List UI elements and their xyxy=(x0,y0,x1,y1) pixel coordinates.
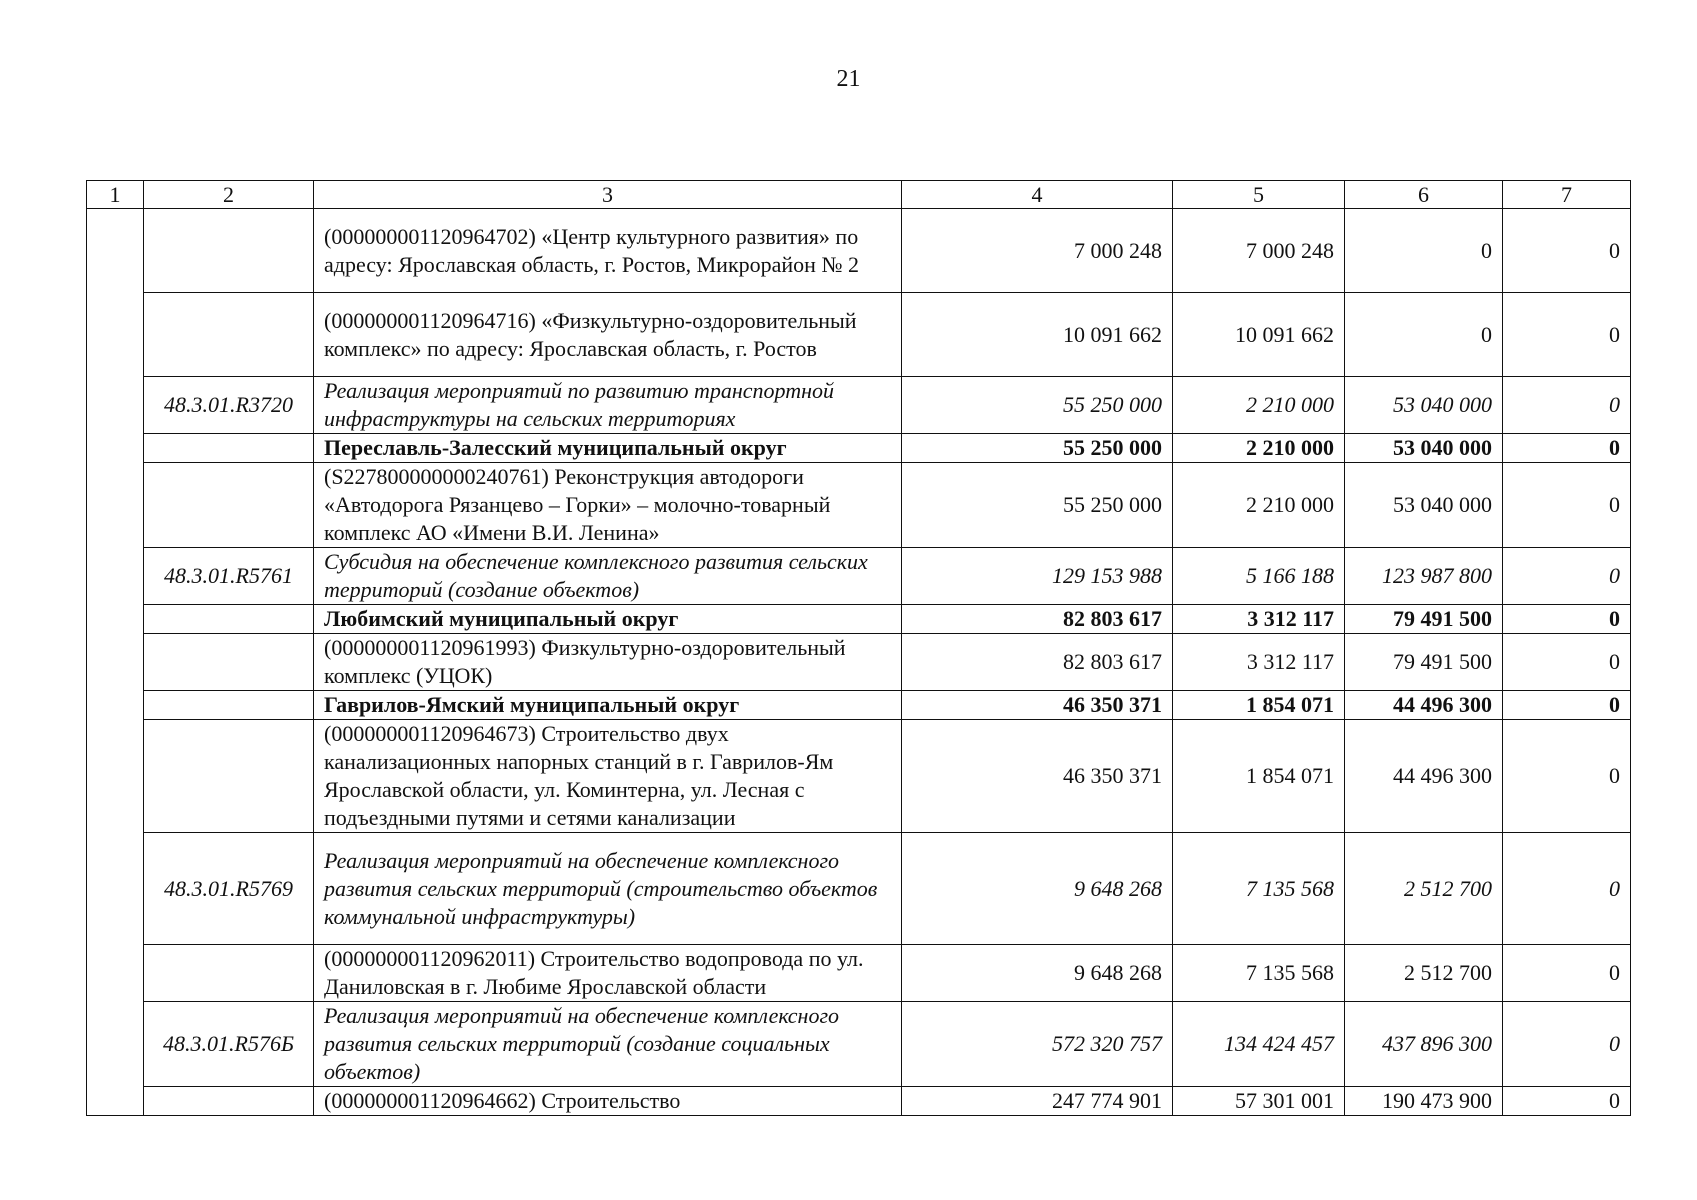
amount-column-5-cell: 7 000 248 xyxy=(1173,209,1345,293)
program-row xyxy=(87,548,1631,605)
amount-column-7-cell: 0 xyxy=(1503,1087,1631,1116)
amount-column-6-cell: 53 040 000 xyxy=(1345,377,1503,434)
page-number: 21 xyxy=(836,66,861,92)
amount-total-cell: 55 250 000 xyxy=(902,434,1173,463)
amount-total-cell: 129 153 988 xyxy=(902,548,1173,605)
budget-code-cell: 48.3.01.R576Б xyxy=(144,1002,314,1087)
header-row xyxy=(87,181,1631,209)
amount-column-7-cell: 0 xyxy=(1503,691,1631,720)
column-header: 3 xyxy=(314,181,902,209)
amount-column-5-cell: 3 312 117 xyxy=(1173,605,1345,634)
amount-column-5-cell: 7 135 568 xyxy=(1173,833,1345,945)
object-row xyxy=(87,634,1631,691)
amount-total-cell: 82 803 617 xyxy=(902,634,1173,691)
amount-total-cell: 247 774 901 xyxy=(902,1087,1173,1116)
amount-column-5-cell: 1 854 071 xyxy=(1173,691,1345,720)
object-row xyxy=(87,209,1631,293)
amount-column-7-cell: 0 xyxy=(1503,634,1631,691)
budget-code-cell xyxy=(144,463,314,548)
item-name-cell: (000000001120964673) Строительство двух канализационных напорных станций в г. Гаврилов-Ям Ярославской области, ул. Коминтерна, ул. Лесная с подъездными путями и сетями канализации xyxy=(314,720,902,833)
amount-column-7-cell: 0 xyxy=(1503,463,1631,548)
column-header: 4 xyxy=(902,181,1173,209)
amount-column-7-cell: 0 xyxy=(1503,1002,1631,1087)
object-row xyxy=(87,293,1631,377)
amount-column-6-cell: 0 xyxy=(1345,209,1503,293)
amount-column-7-cell: 0 xyxy=(1503,833,1631,945)
amount-column-7-cell: 0 xyxy=(1503,548,1631,605)
column-header: 2 xyxy=(144,181,314,209)
budget-code-cell xyxy=(144,605,314,634)
item-name-cell: Реализация мероприятий по развитию транспортной инфраструктуры на сельских территориях xyxy=(314,377,902,434)
budget-code-cell xyxy=(144,1087,314,1116)
amount-column-7-cell: 0 xyxy=(1503,209,1631,293)
budget-code-cell: 48.3.01.R5769 xyxy=(144,833,314,945)
item-name-cell: Реализация мероприятий на обеспечение комплексного развития сельских территорий (создание социальных объектов) xyxy=(314,1002,902,1087)
amount-column-5-cell: 134 424 457 xyxy=(1173,1002,1345,1087)
amount-column-7-cell: 0 xyxy=(1503,293,1631,377)
item-name-cell: Любимский муниципальный округ xyxy=(314,605,902,634)
amount-column-5-cell: 1 854 071 xyxy=(1173,720,1345,833)
district-total-row xyxy=(87,605,1631,634)
object-row xyxy=(87,945,1631,1002)
budget-code-cell xyxy=(144,945,314,1002)
column-header: 6 xyxy=(1345,181,1503,209)
amount-total-cell: 55 250 000 xyxy=(902,377,1173,434)
amount-column-6-cell: 53 040 000 xyxy=(1345,463,1503,548)
budget-code-cell xyxy=(144,434,314,463)
budget-table xyxy=(86,180,1631,1116)
budget-code-cell xyxy=(144,691,314,720)
item-name-cell: (000000001120962011) Строительство водопровода по ул. Даниловская в г. Любиме Ярославской области xyxy=(314,945,902,1002)
amount-total-cell: 7 000 248 xyxy=(902,209,1173,293)
program-row xyxy=(87,377,1631,434)
amount-total-cell: 46 350 371 xyxy=(902,691,1173,720)
amount-column-6-cell: 190 473 900 xyxy=(1345,1087,1503,1116)
amount-total-cell: 9 648 268 xyxy=(902,945,1173,1002)
item-name-cell: (S227800000000240761) Реконструкция автодороги «Автодорога Рязанцево – Горки» – молочно-товарный комплекс АО «Имени В.И. Ленина» xyxy=(314,463,902,548)
object-row xyxy=(87,720,1631,833)
amount-column-6-cell: 53 040 000 xyxy=(1345,434,1503,463)
amount-column-7-cell: 0 xyxy=(1503,720,1631,833)
amount-total-cell: 82 803 617 xyxy=(902,605,1173,634)
program-row xyxy=(87,1002,1631,1087)
amount-column-7-cell: 0 xyxy=(1503,377,1631,434)
item-name-cell: (000000001120964662) Строительство xyxy=(314,1087,902,1116)
amount-column-5-cell: 57 301 001 xyxy=(1173,1087,1345,1116)
column-header: 7 xyxy=(1503,181,1631,209)
budget-code-cell xyxy=(144,209,314,293)
amount-column-5-cell: 2 210 000 xyxy=(1173,377,1345,434)
amount-column-6-cell: 437 896 300 xyxy=(1345,1002,1503,1087)
item-name-cell: (000000001120964702) «Центр культурного развития» по адресу: Ярославская область, г. Ростов, Микрорайон № 2 xyxy=(314,209,902,293)
amount-column-7-cell: 0 xyxy=(1503,605,1631,634)
budget-code-cell xyxy=(144,634,314,691)
amount-column-5-cell: 7 135 568 xyxy=(1173,945,1345,1002)
item-name-cell: Реализация мероприятий на обеспечение комплексного развития сельских территорий (строительство объектов коммунальной инфраструктуры) xyxy=(314,833,902,945)
budget-code-cell xyxy=(144,720,314,833)
amount-column-6-cell: 123 987 800 xyxy=(1345,548,1503,605)
column-header: 1 xyxy=(87,181,144,209)
amount-column-5-cell: 10 091 662 xyxy=(1173,293,1345,377)
amount-total-cell: 55 250 000 xyxy=(902,463,1173,548)
amount-column-5-cell: 3 312 117 xyxy=(1173,634,1345,691)
object-row xyxy=(87,1087,1631,1116)
budget-code-cell xyxy=(144,293,314,377)
district-total-row xyxy=(87,691,1631,720)
item-name-cell: Субсидия на обеспечение комплексного развития сельских территорий (создание объектов) xyxy=(314,548,902,605)
amount-column-6-cell: 0 xyxy=(1345,293,1503,377)
amount-total-cell: 10 091 662 xyxy=(902,293,1173,377)
object-row xyxy=(87,463,1631,548)
column-header: 5 xyxy=(1173,181,1345,209)
amount-column-6-cell: 44 496 300 xyxy=(1345,691,1503,720)
amount-total-cell: 46 350 371 xyxy=(902,720,1173,833)
amount-column-5-cell: 2 210 000 xyxy=(1173,463,1345,548)
amount-column-6-cell: 79 491 500 xyxy=(1345,634,1503,691)
item-name-cell: (000000001120961993) Физкультурно-оздоровительный комплекс (УЦОК) xyxy=(314,634,902,691)
amount-column-7-cell: 0 xyxy=(1503,945,1631,1002)
amount-column-6-cell: 2 512 700 xyxy=(1345,833,1503,945)
item-name-cell: (000000001120964716) «Физкультурно-оздоровительный комплекс» по адресу: Ярославская область, г. Ростов xyxy=(314,293,902,377)
amount-column-5-cell: 2 210 000 xyxy=(1173,434,1345,463)
empty-column-1-cell xyxy=(87,209,144,1116)
amount-column-6-cell: 2 512 700 xyxy=(1345,945,1503,1002)
budget-code-cell: 48.3.01.R5761 xyxy=(144,548,314,605)
district-total-row xyxy=(87,434,1631,463)
amount-column-6-cell: 44 496 300 xyxy=(1345,720,1503,833)
amount-column-7-cell: 0 xyxy=(1503,434,1631,463)
amount-column-5-cell: 5 166 188 xyxy=(1173,548,1345,605)
item-name-cell: Переславль-Залесский муниципальный округ xyxy=(314,434,902,463)
program-row xyxy=(87,833,1631,945)
budget-code-cell: 48.3.01.R3720 xyxy=(144,377,314,434)
item-name-cell: Гаврилов-Ямский муниципальный округ xyxy=(314,691,902,720)
amount-total-cell: 9 648 268 xyxy=(902,833,1173,945)
amount-column-6-cell: 79 491 500 xyxy=(1345,605,1503,634)
amount-total-cell: 572 320 757 xyxy=(902,1002,1173,1087)
